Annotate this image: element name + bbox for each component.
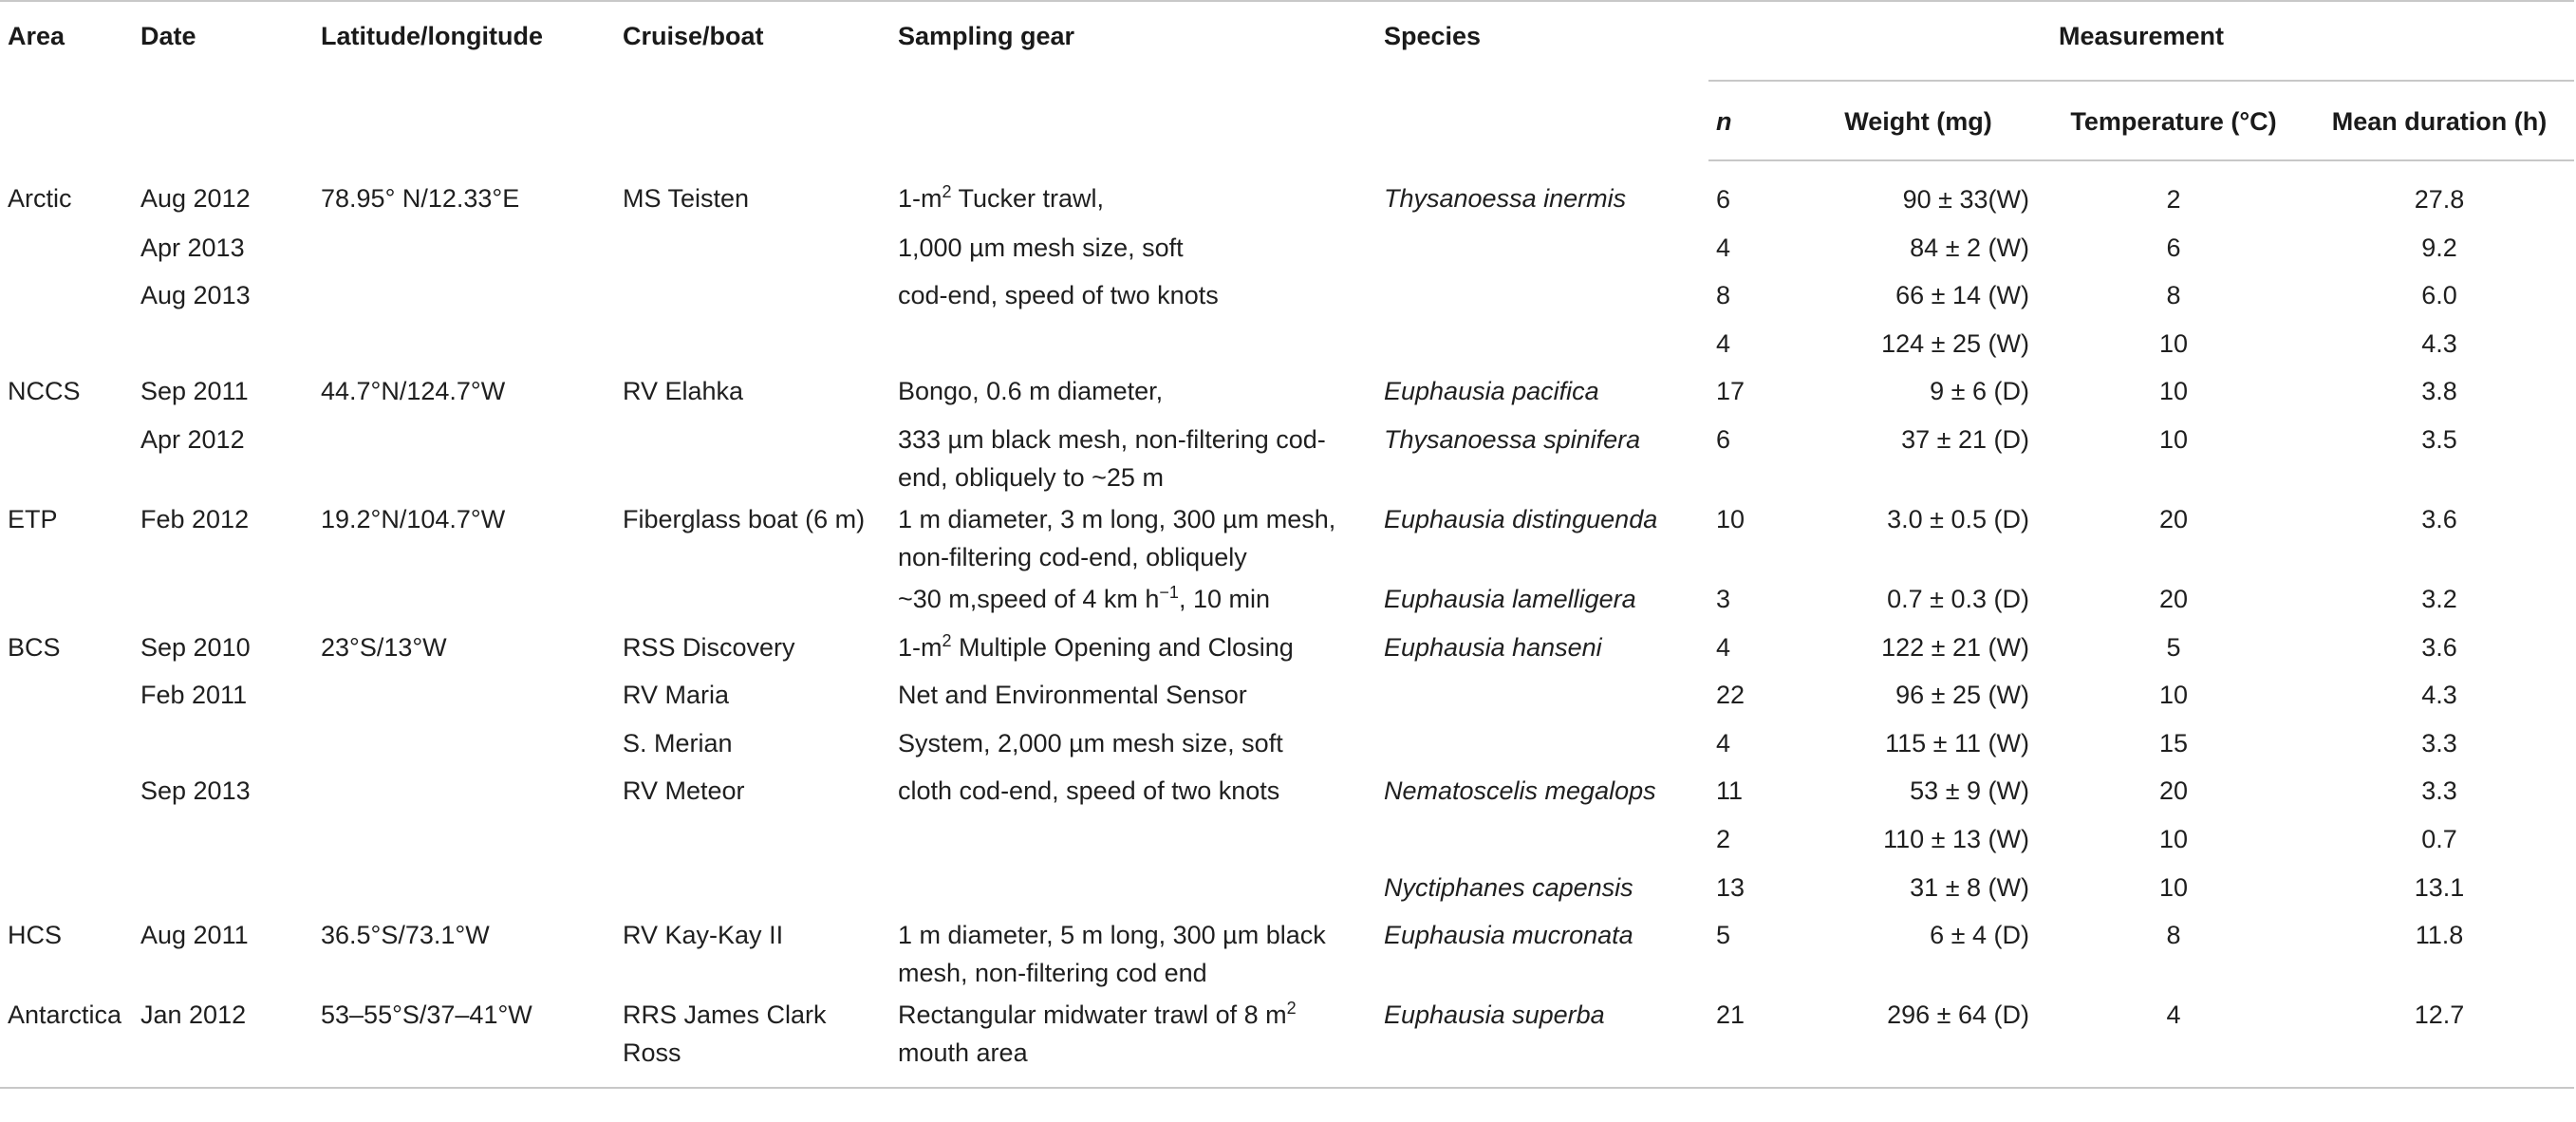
table-row [0, 272, 2574, 321]
cell-latlon [313, 272, 615, 321]
cell-temperature: 8 [2166, 281, 2181, 310]
cell-duration: 3.5 [2421, 424, 2457, 454]
cell-weight: 122 ± 21 (W) [1881, 632, 2029, 662]
cell-species: Euphausia pacifica [1384, 377, 1599, 406]
table-row [0, 912, 2574, 992]
cell-gear [890, 225, 1376, 273]
cell-gear [890, 865, 1376, 913]
cell-latlon: 53–55°S/37–41°W [313, 992, 615, 1088]
cell-cruise: RSS Discovery [623, 632, 795, 662]
cell-temperature: 20 [2158, 504, 2189, 533]
cell-temperature: 10 [2158, 872, 2189, 902]
cell-gear [890, 576, 1376, 625]
cell-date: Sep 2013 [140, 776, 251, 806]
gear-text: 1-m [898, 184, 943, 213]
cell-date [133, 720, 313, 769]
cell-species: Euphausia lamelligera [1384, 584, 1636, 613]
cell-area [0, 576, 133, 625]
table-row [0, 225, 2574, 273]
gear-text: 1-m [898, 632, 943, 662]
cell-n: 4 [1716, 632, 1731, 662]
cell-area [0, 672, 133, 720]
cell-cruise [615, 225, 890, 273]
cell-duration: 3.3 [2421, 776, 2457, 806]
cell-temperature: 8 [2166, 921, 2181, 950]
cell-gear [890, 720, 1376, 769]
cell-duration: 3.8 [2421, 377, 2457, 406]
header-temperature: Temperature (°C) [2043, 81, 2305, 160]
cell-cruise: S. Merian [623, 728, 733, 757]
cell-cruise: RRS James Clark Ross [615, 992, 890, 1088]
cell-n: 3 [1716, 584, 1731, 613]
cell-gear [890, 321, 1376, 369]
cell-gear [890, 912, 1376, 992]
header-area: Area [0, 1, 133, 160]
cell-temperature: 10 [2158, 328, 2189, 358]
cell-area: Arctic [8, 184, 72, 213]
cell-gear [890, 816, 1376, 865]
cell-species [1376, 321, 1708, 369]
cell-weight: 296 ± 64 (D) [1794, 992, 2043, 1088]
table-body [0, 160, 2574, 1088]
cell-area [0, 720, 133, 769]
cell-duration: 3.3 [2421, 728, 2457, 757]
cell-duration: 4.3 [2421, 328, 2457, 358]
cell-gear [890, 496, 1376, 576]
cell-temperature: 20 [2158, 776, 2189, 806]
cell-temperature: 15 [2158, 728, 2189, 757]
cell-species: Nematoscelis megalops [1384, 776, 1656, 806]
table-header [0, 1, 2574, 160]
cell-cruise: RV Kay-Kay II [623, 921, 784, 950]
cell-weight: 53 ± 9 (W) [1910, 776, 2029, 806]
header-latlon: Latitude/longitude [313, 1, 615, 160]
header-date: Date [133, 1, 313, 160]
cell-latlon [313, 417, 615, 496]
header-gear: Sampling gear [890, 1, 1376, 160]
cell-species [1376, 225, 1708, 273]
cell-temperature: 6 [2166, 233, 2181, 262]
cell-date: Aug 2011 [140, 921, 249, 950]
cell-latlon: 44.7°N/124.7°W [321, 377, 506, 406]
header-measurement: Measurement [1708, 1, 2574, 81]
cell-species: Thysanoessa spinifera [1384, 424, 1641, 454]
cell-duration: 9.2 [2421, 233, 2457, 262]
cell-latlon [313, 768, 615, 816]
cell-date: Sep 2010 [140, 632, 251, 662]
cell-area: NCCS [8, 377, 81, 406]
cell-gear [890, 272, 1376, 321]
cell-cruise: Fiberglass boat (6 m) [623, 504, 866, 533]
cell-duration: 11.8 [2415, 921, 2464, 950]
gear-text: Rectangular midwater trawl of 8 m [898, 1000, 1287, 1030]
cell-cruise: RV Meteor [623, 776, 745, 806]
gear-superscript: 2 [942, 182, 952, 201]
cell-latlon [313, 672, 615, 720]
cell-gear [890, 625, 1376, 673]
cell-gear [890, 672, 1376, 720]
cell-species: Thysanoessa inermis [1384, 184, 1627, 213]
cell-temperature: 20 [2158, 584, 2189, 613]
table-row [0, 576, 2574, 625]
table-row [0, 417, 2574, 496]
cell-cruise: RV Maria [623, 681, 730, 710]
cell-n: 4 [1716, 728, 1731, 757]
cell-cruise [615, 865, 890, 913]
table-row [0, 625, 2574, 673]
cell-latlon [313, 225, 615, 273]
cell-cruise [615, 417, 890, 496]
cell-duration: 3.6 [2421, 632, 2457, 662]
cell-gear [890, 368, 1376, 417]
cell-n: 21 [1708, 992, 1794, 1088]
cell-cruise [615, 321, 890, 369]
cell-latlon: 36.5°S/73.1°W [321, 921, 490, 950]
table-row [0, 496, 2574, 576]
cell-date: Feb 2011 [140, 681, 248, 710]
gear-text: Bongo, 0.6 m diameter, [898, 377, 1164, 406]
cell-n: 11 [1716, 776, 1744, 806]
cell-temperature: 2 [2166, 185, 2181, 214]
cell-weight: 31 ± 8 (W) [1910, 872, 2029, 902]
cell-n: 17 [1716, 377, 1745, 406]
cell-latlon: 19.2°N/104.7°W [321, 504, 506, 533]
cell-temperature: 10 [2158, 681, 2189, 710]
gear-text: cod-end, speed of two knots [898, 281, 1219, 310]
cell-n: 6 [1716, 185, 1731, 214]
cell-cruise: RV Elahka [623, 377, 744, 406]
cell-duration: 6.0 [2421, 281, 2457, 310]
gear-superscript: 2 [1286, 999, 1297, 1019]
cell-date [133, 816, 313, 865]
cell-date: Aug 2013 [140, 281, 251, 310]
cell-gear [890, 417, 1376, 496]
table-row [0, 768, 2574, 816]
cell-temperature: 4 [2043, 992, 2305, 1088]
gear-superscript: −1 [1159, 582, 1179, 602]
gear-text: ~30 m,speed of 4 km h [898, 584, 1160, 613]
cell-n: 10 [1716, 504, 1745, 533]
gear-text-cont: mouth area [898, 1038, 1028, 1068]
cell-gear [890, 992, 1376, 1088]
cell-weight: 3.0 ± 0.5 (D) [1887, 504, 2029, 533]
cell-duration: 13.1 [2414, 872, 2465, 902]
cell-species: Euphausia distinguenda [1384, 504, 1658, 533]
table-row [0, 321, 2574, 369]
cell-species: Euphausia superba [1376, 992, 1708, 1088]
cell-weight: 66 ± 14 (W) [1895, 281, 2029, 310]
cell-weight: 90 ± 33(W) [1902, 185, 2029, 214]
cell-latlon [313, 865, 615, 913]
cell-n: 2 [1716, 824, 1731, 853]
gear-text: Net and Environmental Sensor [898, 681, 1247, 710]
cell-latlon [313, 576, 615, 625]
cell-duration: 0.7 [2421, 824, 2457, 853]
cell-date: Apr 2012 [140, 424, 245, 454]
cell-area [0, 225, 133, 273]
cell-area [0, 816, 133, 865]
cell-latlon: 23°S/13°W [321, 632, 447, 662]
cell-latlon [313, 816, 615, 865]
cell-weight: 9 ± 6 (D) [1930, 377, 2029, 406]
gear-text-cont: , 10 min [1178, 584, 1270, 613]
cell-temperature: 5 [2166, 632, 2181, 662]
gear-text: 1 m diameter, 5 m long, 300 µm black [898, 921, 1326, 950]
gear-text: cloth cod-end, speed of two knots [898, 776, 1280, 806]
cell-species [1376, 672, 1708, 720]
cell-duration: 3.6 [2421, 504, 2457, 533]
cell-species [1376, 720, 1708, 769]
cell-latlon [313, 321, 615, 369]
cell-species: Euphausia mucronata [1384, 921, 1633, 950]
cell-area [0, 768, 133, 816]
table-row [0, 368, 2574, 417]
cell-date: Aug 2012 [140, 184, 251, 213]
cell-duration: 12.7 [2305, 992, 2574, 1088]
cell-duration: 27.8 [2414, 185, 2465, 214]
cell-cruise: MS Teisten [623, 184, 750, 213]
cell-cruise [615, 576, 890, 625]
table-row [0, 672, 2574, 720]
cell-cruise [615, 816, 890, 865]
header-n: n [1708, 81, 1794, 160]
cell-n: 13 [1716, 872, 1745, 902]
gear-text-line2: mesh, non-filtering cod end [898, 959, 1207, 988]
cell-gear [890, 160, 1376, 225]
cell-duration: 4.3 [2421, 681, 2457, 710]
cell-date [133, 576, 313, 625]
gear-text: 1 m diameter, 3 m long, 300 µm mesh, non-filtering cod-end, obliquely [898, 504, 1336, 571]
cell-temperature: 10 [2158, 424, 2189, 454]
cell-gear [890, 768, 1376, 816]
cell-duration: 3.2 [2421, 584, 2457, 613]
cell-date [133, 865, 313, 913]
cell-n: 4 [1716, 328, 1731, 358]
cell-area [0, 321, 133, 369]
table-row [0, 865, 2574, 913]
table-row [0, 992, 2574, 1088]
header-species: Species [1376, 1, 1708, 160]
cell-species: Nyctiphanes capensis [1384, 872, 1633, 902]
table-row [0, 160, 2574, 225]
cell-date: Sep 2011 [140, 377, 249, 406]
cell-temperature: 10 [2158, 824, 2189, 853]
cell-n: 4 [1716, 233, 1731, 262]
cell-area: Antarctica [0, 992, 133, 1088]
cell-species: Euphausia hanseni [1384, 632, 1602, 662]
cell-area: ETP [8, 504, 58, 533]
header-duration: Mean duration (h) [2305, 81, 2574, 160]
cell-n: 5 [1716, 921, 1731, 950]
cell-species [1376, 272, 1708, 321]
cell-latlon [313, 720, 615, 769]
cell-n: 22 [1716, 681, 1745, 710]
gear-superscript: 2 [942, 630, 952, 650]
cell-cruise [615, 272, 890, 321]
table-row [0, 816, 2574, 865]
cell-weight: 110 ± 13 (W) [1883, 824, 2029, 853]
cell-weight: 115 ± 11 (W) [1885, 728, 2029, 757]
cell-date: Jan 2012 [133, 992, 313, 1088]
cell-n: 8 [1716, 281, 1731, 310]
gear-text: System, 2,000 µm mesh size, soft [898, 728, 1283, 757]
gear-text: 1,000 µm mesh size, soft [898, 233, 1184, 262]
gear-text-cont: Multiple Opening and Closing [951, 632, 1294, 662]
cell-weight: 96 ± 25 (W) [1895, 681, 2029, 710]
table-row [0, 720, 2574, 769]
cell-latlon: 78.95° N/12.33°E [321, 184, 520, 213]
gear-text-cont: Tucker trawl, [951, 184, 1105, 213]
cell-weight: 6 ± 4 (D) [1930, 921, 2029, 950]
cell-area [0, 865, 133, 913]
gear-text: 333 µm black mesh, non-filtering cod-end, obliquely to ~25 m [898, 424, 1326, 492]
cell-n: 6 [1716, 424, 1731, 454]
header-weight: Weight (mg) [1794, 81, 2043, 160]
cell-date: Feb 2012 [140, 504, 250, 533]
cell-weight: 84 ± 2 (W) [1910, 233, 2029, 262]
cell-temperature: 10 [2158, 377, 2189, 406]
cell-area: BCS [8, 632, 61, 662]
cell-date [133, 321, 313, 369]
header-cruise: Cruise/boat [615, 1, 890, 160]
cell-weight: 0.7 ± 0.3 (D) [1887, 584, 2029, 613]
cell-weight: 37 ± 21 (D) [1901, 424, 2029, 454]
cell-area [0, 272, 133, 321]
cell-date: Apr 2013 [140, 233, 245, 262]
cell-weight: 124 ± 25 (W) [1881, 328, 2029, 358]
cell-area: HCS [8, 921, 63, 950]
cell-area [0, 417, 133, 496]
cell-species [1376, 816, 1708, 865]
